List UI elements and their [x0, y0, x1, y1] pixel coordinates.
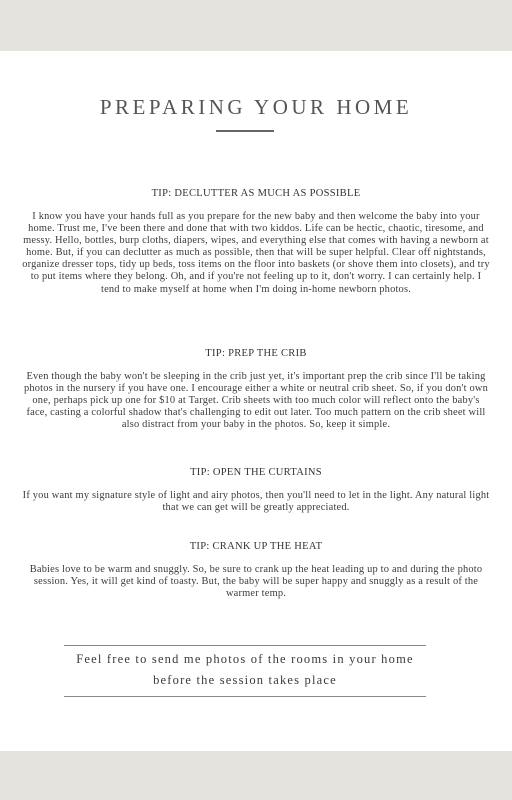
callout-top-rule [64, 645, 426, 646]
tip-section-heat [22, 541, 490, 600]
tip-section-declutter [22, 188, 490, 296]
title-underline [216, 130, 274, 132]
tip-heading: TIP: CRANK UP THE HEAT [189, 541, 323, 552]
closing-callout: Feel free to send me photos of the rooms in your home before the session takes place [76, 652, 414, 687]
tip-section-curtains [22, 467, 490, 514]
tip-body: Babies love to be warm and snuggly. So, be sure to crank up the heat leading up to and during the photo session. Yes, it will get kind of toasty. But, the baby will be super happy and snuggly as a result of the warmer temp. [29, 564, 483, 600]
document-page [0, 51, 512, 751]
callout-bottom-rule [64, 696, 426, 697]
tip-body: Even though the baby won't be sleeping in the crib just yet, it's important prep the crib since I'll be taking photos in the nursery if you have one. I encourage either a white or neutral crib sheet. So, if you don't own one, perhaps pick up one for $10 at Target. Crib sheets with too much color will reflect onto the baby's face, casting a colorful shadow that's challenging to edit out later. Too much pattern on the crib sheet will also distract from your baby in the photos. So, keep it simple. [24, 371, 488, 431]
tip-body: I know you have your hands full as you prepare for the new baby and then welcome the baby into your home. Trust me, I've been there and done that with two kiddos. Life can be hectic, chaotic, tiresome, and messy. Hello, bottles, burp cloths, diapers, wipes, and everything else that comes with having a newborn at home. But, if you can declutter as much as possible, then that will be super helpful. Clear off nightstands, organize dresser tops, tidy up beds, toss items on the floor into baskets (or shove them into closets), and try to put items where they belong. Oh, and if you're not feeling up to it, don't worry. I can certainly help. I tend to make myself at home when I'm doing in-home newborn photos. [22, 211, 490, 295]
tip-heading: TIP: OPEN THE CURTAINS [190, 467, 322, 478]
tip-heading: TIP: PREP THE CRIB [205, 348, 307, 359]
tip-section-crib [22, 348, 490, 431]
page-title: PREPARING YOUR HOME [99, 95, 413, 119]
tip-body: If you want my signature style of light and airy photos, then you'll need to let in the light. Any natural light that we can get will be greatly appreciated. [22, 490, 490, 514]
tip-heading: TIP: DECLUTTER AS MUCH AS POSSIBLE [151, 188, 361, 199]
